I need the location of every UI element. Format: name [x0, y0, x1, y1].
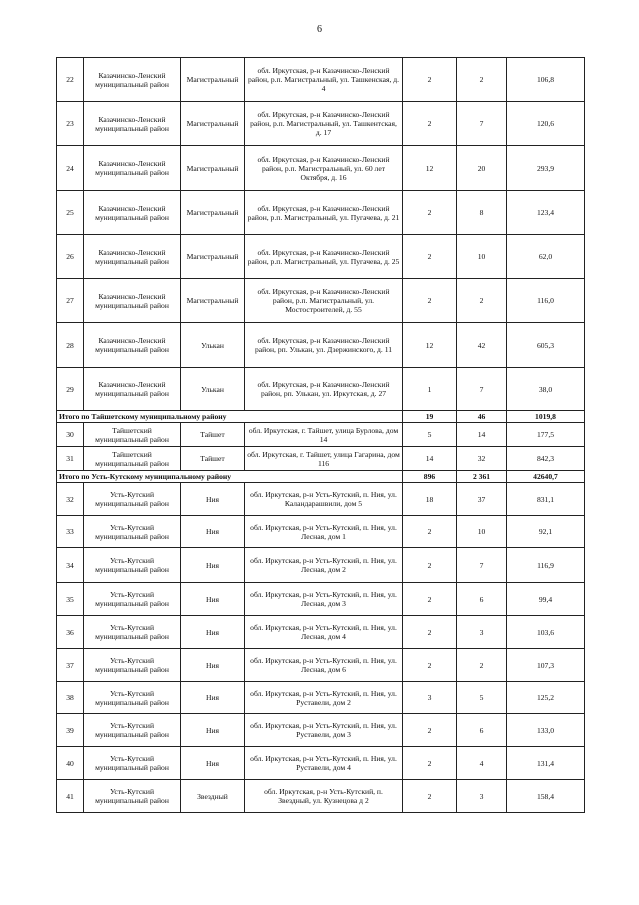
summary-label: Итого по Тайшетскому муниципальному району — [57, 411, 403, 423]
locality-cell: Ния — [181, 548, 245, 583]
row-number-cell: 23 — [57, 102, 84, 146]
value-b-cell: 3 — [457, 780, 507, 813]
row-number-cell: 24 — [57, 146, 84, 191]
value-c-cell: 831,1 — [507, 483, 585, 516]
locality-cell: Ния — [181, 649, 245, 682]
table-row — [57, 616, 585, 649]
address-cell: обл. Иркутская, р-н Казачинско-Ленский район, р.п. Магистральный, ул. Пугачева, д. 25 — [245, 235, 403, 279]
address-cell: обл. Иркутская, р-н Казачинско-Ленский район, р.п. Магистральный, ул. 60 лет Октября, д. 16 — [245, 146, 403, 191]
value-a-cell: 2 — [403, 780, 457, 813]
district-cell: Тайшетский муниципальный район — [84, 423, 181, 447]
value-a-cell: 1 — [403, 368, 457, 411]
district-cell: Усть-Кутский муниципальный район — [84, 780, 181, 813]
row-number-cell: 37 — [57, 649, 84, 682]
value-b-cell: 5 — [457, 682, 507, 714]
district-cell: Казачинско-Ленский муниципальный район — [84, 279, 181, 323]
row-number-cell: 26 — [57, 235, 84, 279]
summary-row — [57, 471, 585, 483]
locality-cell: Магистральный — [181, 191, 245, 235]
locality-cell: Магистральный — [181, 58, 245, 102]
value-b-cell: 8 — [457, 191, 507, 235]
district-cell: Тайшетский муниципальный район — [84, 447, 181, 471]
address-cell: обл. Иркутская, р-н Усть-Кутский, п. Ния, ул. Лесная, дом 2 — [245, 548, 403, 583]
address-cell: обл. Иркутская, р-н Казачинско-Ленский район, р.п. Магистральный, ул. Мостостроителей, д. 55 — [245, 279, 403, 323]
locality-cell: Магистральный — [181, 102, 245, 146]
address-cell: обл. Иркутская, р-н Усть-Кутский, п. Ния, ул. Каландарашвили, дом 5 — [245, 483, 403, 516]
value-b-cell: 7 — [457, 368, 507, 411]
table-row — [57, 58, 585, 102]
value-b-cell: 6 — [457, 583, 507, 616]
locality-cell: Улькан — [181, 368, 245, 411]
district-cell: Казачинско-Ленский муниципальный район — [84, 323, 181, 368]
value-a-cell: 12 — [403, 323, 457, 368]
address-cell: обл. Иркутская, р-н Усть-Кутский, п. Ния, ул. Лесная, дом 6 — [245, 649, 403, 682]
table-row — [57, 548, 585, 583]
district-cell: Усть-Кутский муниципальный район — [84, 649, 181, 682]
locality-cell: Звездный — [181, 780, 245, 813]
value-a-cell: 3 — [403, 682, 457, 714]
address-cell: обл. Иркутская, р-н Казачинско-Ленский район, р.п. Магистральный, ул. Пугачева, д. 21 — [245, 191, 403, 235]
value-a-cell: 2 — [403, 714, 457, 747]
value-a-cell: 18 — [403, 483, 457, 516]
value-c-cell: 158,4 — [507, 780, 585, 813]
locality-cell: Улькан — [181, 323, 245, 368]
value-c-cell: 177,5 — [507, 423, 585, 447]
value-a-cell: 2 — [403, 102, 457, 146]
district-cell: Казачинско-Ленский муниципальный район — [84, 58, 181, 102]
summary-value-c: 42640,7 — [507, 471, 585, 483]
value-b-cell: 4 — [457, 747, 507, 780]
district-cell: Усть-Кутский муниципальный район — [84, 616, 181, 649]
table-row — [57, 368, 585, 411]
address-cell: обл. Иркутская, р-н Усть-Кутский, п. Ния, ул. Руставели, дом 2 — [245, 682, 403, 714]
locality-cell: Ния — [181, 747, 245, 780]
address-cell: обл. Иркутская, г. Тайшет, улица Гагарина, дом 116 — [245, 447, 403, 471]
table-row — [57, 447, 585, 471]
table-row — [57, 191, 585, 235]
summary-value-a: 19 — [403, 411, 457, 423]
address-cell: обл. Иркутская, р-н Казачинско-Ленский район, р.п. Магистральный, ул. Ташкентская, д. 17 — [245, 102, 403, 146]
locality-cell: Магистральный — [181, 279, 245, 323]
value-a-cell: 2 — [403, 583, 457, 616]
address-cell: обл. Иркутская, р-н Усть-Кутский, п. Ния, ул. Руставели, дом 3 — [245, 714, 403, 747]
locality-cell: Ния — [181, 483, 245, 516]
district-cell: Казачинско-Ленский муниципальный район — [84, 191, 181, 235]
value-b-cell: 37 — [457, 483, 507, 516]
value-b-cell: 2 — [457, 279, 507, 323]
row-number-cell: 22 — [57, 58, 84, 102]
district-cell: Казачинско-Ленский муниципальный район — [84, 235, 181, 279]
row-number-cell: 41 — [57, 780, 84, 813]
value-c-cell: 106,8 — [507, 58, 585, 102]
summary-label: Итого по Усть-Кутскому муниципальному району — [57, 471, 403, 483]
value-c-cell: 116,9 — [507, 548, 585, 583]
table-row — [57, 747, 585, 780]
district-cell: Казачинско-Ленский муниципальный район — [84, 146, 181, 191]
page-number: 6 — [317, 24, 322, 35]
table-row — [57, 682, 585, 714]
row-number-cell: 38 — [57, 682, 84, 714]
value-c-cell: 123,4 — [507, 191, 585, 235]
address-cell: обл. Иркутская, г. Тайшет, улица Бурлова, дом 14 — [245, 423, 403, 447]
value-c-cell: 107,3 — [507, 649, 585, 682]
value-b-cell: 7 — [457, 548, 507, 583]
value-b-cell: 10 — [457, 235, 507, 279]
summary-row — [57, 411, 585, 423]
row-number-cell: 35 — [57, 583, 84, 616]
row-number-cell: 27 — [57, 279, 84, 323]
value-a-cell: 5 — [403, 423, 457, 447]
row-number-cell: 40 — [57, 747, 84, 780]
value-a-cell: 12 — [403, 146, 457, 191]
value-c-cell: 103,6 — [507, 616, 585, 649]
value-b-cell: 3 — [457, 616, 507, 649]
value-b-cell: 2 — [457, 58, 507, 102]
district-cell: Усть-Кутский муниципальный район — [84, 714, 181, 747]
address-cell: обл. Иркутская, р-н Усть-Кутский, п. Звездный, ул. Кузнецова д 2 — [245, 780, 403, 813]
table-row — [57, 102, 585, 146]
address-cell: обл. Иркутская, р-н Усть-Кутский, п. Ния, ул. Лесная, дом 3 — [245, 583, 403, 616]
value-c-cell: 38,0 — [507, 368, 585, 411]
address-cell: обл. Иркутская, р-н Усть-Кутский, п. Ния, ул. Лесная, дом 4 — [245, 616, 403, 649]
value-c-cell: 131,4 — [507, 747, 585, 780]
locality-cell: Ния — [181, 714, 245, 747]
table-row — [57, 423, 585, 447]
table-row — [57, 649, 585, 682]
address-cell: обл. Иркутская, р-н Усть-Кутский, п. Ния, ул. Лесная, дом 1 — [245, 516, 403, 548]
district-cell: Усть-Кутский муниципальный район — [84, 747, 181, 780]
row-number-cell: 30 — [57, 423, 84, 447]
table-row — [57, 583, 585, 616]
district-cell: Усть-Кутский муниципальный район — [84, 583, 181, 616]
district-cell: Усть-Кутский муниципальный район — [84, 682, 181, 714]
value-a-cell: 2 — [403, 747, 457, 780]
value-b-cell: 2 — [457, 649, 507, 682]
summary-value-b: 46 — [457, 411, 507, 423]
locality-cell: Тайшет — [181, 423, 245, 447]
table-row — [57, 279, 585, 323]
summary-value-c: 1019,8 — [507, 411, 585, 423]
table-row — [57, 235, 585, 279]
district-cell: Усть-Кутский муниципальный район — [84, 483, 181, 516]
value-c-cell: 605,3 — [507, 323, 585, 368]
table-row — [57, 323, 585, 368]
value-c-cell: 125,2 — [507, 682, 585, 714]
district-cell: Усть-Кутский муниципальный район — [84, 516, 181, 548]
housing-table — [56, 57, 585, 813]
locality-cell: Магистральный — [181, 235, 245, 279]
value-c-cell: 92,1 — [507, 516, 585, 548]
value-b-cell: 14 — [457, 423, 507, 447]
summary-value-b: 2 361 — [457, 471, 507, 483]
value-a-cell: 2 — [403, 548, 457, 583]
value-a-cell: 2 — [403, 58, 457, 102]
value-a-cell: 2 — [403, 616, 457, 649]
table-body — [57, 58, 585, 813]
table-row — [57, 780, 585, 813]
value-c-cell: 133,0 — [507, 714, 585, 747]
address-cell: обл. Иркутская, р-н Казачинско-Ленский район, р.п. Магистральный, ул. Ташкенская, д. 4 — [245, 58, 403, 102]
value-c-cell: 116,0 — [507, 279, 585, 323]
locality-cell: Ния — [181, 516, 245, 548]
row-number-cell: 33 — [57, 516, 84, 548]
value-c-cell: 99,4 — [507, 583, 585, 616]
value-b-cell: 7 — [457, 102, 507, 146]
value-c-cell: 293,9 — [507, 146, 585, 191]
district-cell: Усть-Кутский муниципальный район — [84, 548, 181, 583]
value-b-cell: 32 — [457, 447, 507, 471]
value-b-cell: 10 — [457, 516, 507, 548]
value-a-cell: 2 — [403, 516, 457, 548]
district-cell: Казачинско-Ленский муниципальный район — [84, 102, 181, 146]
district-cell: Казачинско-Ленский муниципальный район — [84, 368, 181, 411]
value-b-cell: 42 — [457, 323, 507, 368]
value-a-cell: 2 — [403, 279, 457, 323]
value-b-cell: 6 — [457, 714, 507, 747]
value-a-cell: 2 — [403, 235, 457, 279]
table-row — [57, 516, 585, 548]
address-cell: обл. Иркутская, р-н Казачинско-Ленский район, рп. Улькан, ул. Иркутская, д. 27 — [245, 368, 403, 411]
table-row — [57, 714, 585, 747]
row-number-cell: 29 — [57, 368, 84, 411]
value-a-cell: 14 — [403, 447, 457, 471]
table-row — [57, 483, 585, 516]
row-number-cell: 36 — [57, 616, 84, 649]
locality-cell: Тайшет — [181, 447, 245, 471]
row-number-cell: 34 — [57, 548, 84, 583]
value-c-cell: 842,3 — [507, 447, 585, 471]
row-number-cell: 32 — [57, 483, 84, 516]
locality-cell: Магистральный — [181, 146, 245, 191]
value-a-cell: 2 — [403, 191, 457, 235]
address-cell: обл. Иркутская, р-н Усть-Кутский, п. Ния, ул. Руставели, дом 4 — [245, 747, 403, 780]
value-a-cell: 2 — [403, 649, 457, 682]
row-number-cell: 31 — [57, 447, 84, 471]
value-c-cell: 120,6 — [507, 102, 585, 146]
locality-cell: Ния — [181, 583, 245, 616]
locality-cell: Ния — [181, 682, 245, 714]
value-c-cell: 62,0 — [507, 235, 585, 279]
row-number-cell: 25 — [57, 191, 84, 235]
address-cell: обл. Иркутская, р-н Казачинско-Ленский район, рп. Улькан, ул. Дзержинского, д. 11 — [245, 323, 403, 368]
summary-value-a: 896 — [403, 471, 457, 483]
row-number-cell: 39 — [57, 714, 84, 747]
row-number-cell: 28 — [57, 323, 84, 368]
locality-cell: Ния — [181, 616, 245, 649]
value-b-cell: 20 — [457, 146, 507, 191]
table-row — [57, 146, 585, 191]
